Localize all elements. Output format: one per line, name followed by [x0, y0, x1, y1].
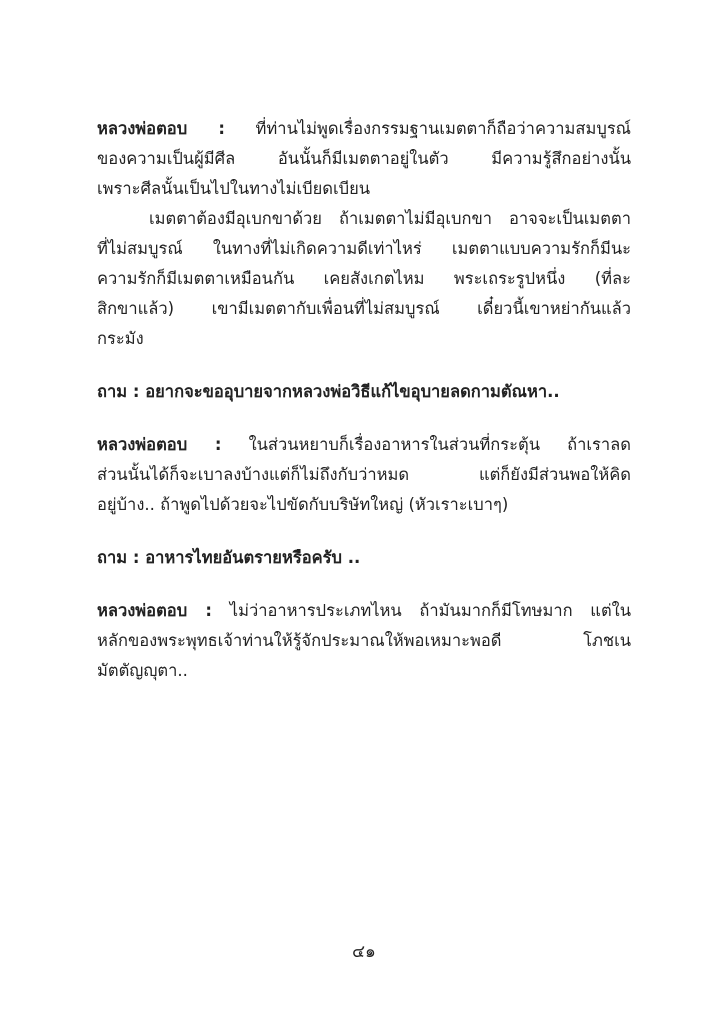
document-body: [97, 114, 631, 686]
question-line: [97, 543, 631, 573]
page-number: ๔๑: [352, 942, 376, 962]
answer-block: [97, 596, 631, 686]
question-block: [97, 543, 631, 573]
paragraph-line: มัตตัญญุตา..: [97, 661, 188, 680]
paragraph-line: กระมัง: [97, 329, 144, 348]
speaker-label: ถาม :: [97, 382, 140, 401]
paragraph-line: [97, 596, 631, 626]
speaker-label: หลวงพ่อตอบ :: [97, 601, 213, 620]
paragraph-line: เมตตาต้องมีอุเบกขาด้วย ถ้าเมตตาไม่มีอุเบกขา อาจจะเป็นเมตตา: [149, 209, 631, 228]
paragraph-line: ส่วนนั้นได้ก็จะเบาลงบ้างแต่ก็ไม่ถึงกับว่าหมด แต่ก็ยังมีส่วนพอให้คิด: [97, 465, 631, 484]
speaker-label: หลวงพ่อตอบ :: [97, 435, 222, 454]
question-text: อาหารไทยอันตรายหรือครับ ..: [145, 548, 361, 567]
spacer: [97, 354, 631, 377]
answer-text: ในส่วนหยาบก็เรื่องอาหารในส่วนที่กระตุ้น ถ้าเราลด: [248, 435, 631, 454]
paragraph-line: สิกขาแล้ว) เขามีเมตตากับเพื่อนที่ไม่สมบูรณ์ เดี๋ยวนี้เขาหย่ากันแล้ว: [97, 299, 631, 318]
paragraph-line: อยู่บ้าง.. ถ้าพูดไปด้วยจะไปขัดกับบริษัทใหญ่ (หัวเราะเบาๆ): [97, 495, 509, 514]
speaker-label: ถาม :: [97, 548, 140, 567]
answer-block: [97, 114, 631, 354]
spacer: [97, 407, 631, 430]
paragraph-line: [97, 430, 631, 460]
speaker-label: หลวงพ่อตอบ :: [97, 119, 225, 138]
question-line: [97, 377, 631, 407]
question-text: อยากจะขออุบายจากหลวงพ่อวิธีแก้ไขอุบายลดกามตัณหา..: [145, 382, 560, 401]
paragraph-line: ของความเป็นผู้มีศีล อันนั้นก็มีเมตตาอยู่ในตัว มีความรู้สึกอย่างนั้น: [97, 149, 631, 168]
answer-block: [97, 430, 631, 520]
question-block: [97, 377, 631, 407]
answer-text: ที่ท่านไม่พูดเรื่องกรรมฐานเมตตาก็ถือว่าความสมบูรณ์: [255, 119, 631, 138]
paragraph-line: หลักของพระพุทธเจ้าท่านให้รู้จักประมาณให้พอเหมาะพอดี โภชเน: [97, 631, 631, 650]
paragraph-line: เพราะศีลนั้นเป็นไปในทางไม่เบียดเบียน: [97, 179, 371, 198]
paragraph-line: [97, 114, 631, 144]
spacer: [97, 573, 631, 596]
paragraph-line: ความรักก็มีเมตตาเหมือนกัน เคยสังเกตไหม พระเถระรูปหนึ่ง (ที่ละ: [97, 269, 631, 288]
answer-text: ไม่ว่าอาหารประเภทไหน ถ้ามันมากก็มีโทษมาก แต่ใน: [229, 601, 631, 620]
spacer: [97, 520, 631, 543]
paragraph-line: ที่ไม่สมบูรณ์ ในทางที่ไม่เกิดความดีเท่าไหร่ เมตตาแบบความรักก็มีนะ: [97, 239, 631, 258]
